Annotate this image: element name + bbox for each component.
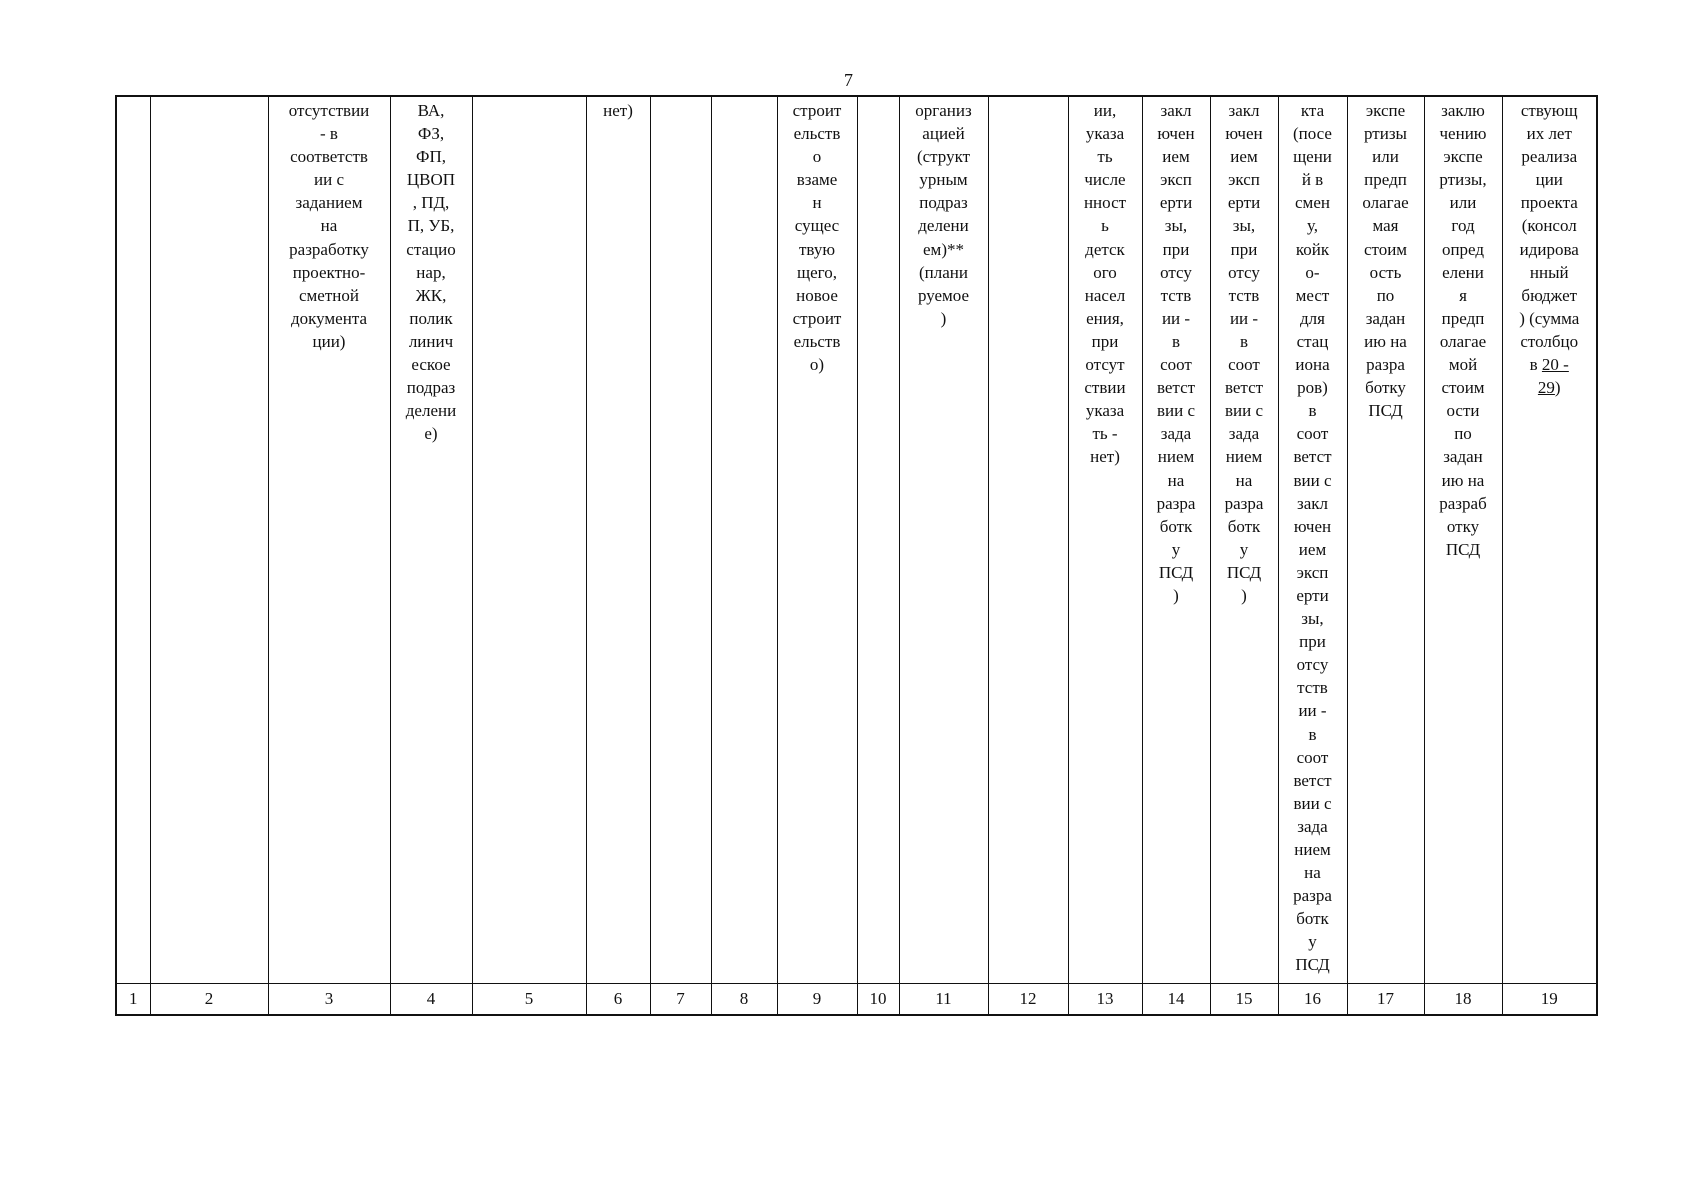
header-cell-line: ием (1230, 147, 1258, 167)
column-number-cell: 9 (777, 984, 857, 1016)
header-cell-line: задан (1443, 447, 1483, 467)
header-cell-line: ацией (922, 124, 965, 144)
header-cell-line: на (320, 216, 338, 236)
table-header-row (116, 96, 1597, 984)
header-cell (150, 96, 268, 984)
header-cell-line: нный (1529, 262, 1569, 282)
header-cell-line: экспе (1443, 147, 1483, 167)
header-cell-line: ртизы, (1439, 170, 1487, 190)
header-cell-line: у (1239, 539, 1249, 559)
header-cell-line: ров) (1297, 378, 1328, 398)
header-cell-line: ючен (1157, 124, 1195, 144)
header-cell (1347, 96, 1424, 984)
header-cell-line: ствующ (1520, 101, 1578, 120)
header-cell-line: ения, (1086, 308, 1124, 328)
header-cell-line: новое (796, 285, 838, 305)
header-cell-line: зы, (1232, 216, 1256, 236)
header-cell-line: щени (1293, 147, 1332, 167)
header-cell-line: зада (1228, 424, 1260, 444)
header-cell-line: койк (1295, 239, 1330, 259)
header-cell (777, 96, 857, 984)
header-cell-line: полик (409, 308, 453, 328)
header-cell-line: нар, (416, 262, 446, 282)
header-cell-line: ветст (1293, 447, 1332, 467)
column-number-cell: 1 (116, 984, 150, 1016)
header-cell-line: (консол (1521, 216, 1577, 236)
column-number-cell: 18 (1424, 984, 1502, 1016)
header-cell-line: вии с (1293, 470, 1332, 490)
header-cell-line: ветст (1156, 378, 1196, 398)
header-cell-line: ии - (1298, 701, 1327, 721)
header-cell-line: отсутствии (288, 101, 370, 120)
document-table (115, 95, 1598, 1016)
header-cell-line: бюджет (1521, 285, 1578, 305)
header-cell-line: разра (1293, 886, 1332, 906)
header-cell-line: предп (1441, 308, 1485, 328)
header-cell-line: ючен (1225, 124, 1263, 144)
header-cell (857, 96, 899, 984)
header-cell-line: о- (1305, 262, 1320, 282)
header-cell-line: ии - (1161, 308, 1191, 328)
column-number-cell: 11 (899, 984, 988, 1016)
column-number-cell: 5 (472, 984, 586, 1016)
header-cell-line: руемое (917, 285, 970, 305)
header-cell-line: ботк (1296, 909, 1329, 929)
header-cell-line: ботк (1227, 516, 1261, 536)
header-cell-line: й в (1301, 170, 1324, 190)
header-cell-line: ФЗ, (417, 124, 445, 144)
header-cell-line: сущес (794, 216, 840, 236)
header-cell (1142, 96, 1210, 984)
column-number-cell: 17 (1347, 984, 1424, 1016)
header-cell-line: идирова (1519, 239, 1579, 259)
header-cell-line: 29) (1537, 378, 1561, 398)
header-cell-line: - в (320, 124, 338, 144)
header-cell-line: стоим (1441, 378, 1485, 398)
header-cell-line: отсут (1085, 355, 1125, 375)
header-cell-line: нет) (603, 101, 633, 120)
header-cell-line: подраз (406, 378, 456, 398)
header-cell-line: отсу (1296, 655, 1329, 675)
header-cell-line: нием (1294, 840, 1331, 859)
header-cell-line: ерти (1296, 585, 1329, 605)
header-cell-line: реализа (1521, 147, 1578, 167)
header-cell-line: строит (792, 101, 842, 120)
header-cell-line: ) (1173, 585, 1179, 605)
header-cell-line: нет) (1090, 447, 1120, 467)
header-cell-line: смен (1295, 193, 1330, 213)
header-cell-line: ого (1093, 262, 1117, 282)
header-cell-line: отку (1446, 516, 1480, 536)
header-cell-line: тств (1160, 285, 1192, 305)
header-cell-line: н (812, 193, 822, 213)
header-cell-line: елени (1442, 262, 1484, 282)
header-cell-line: ием (1162, 147, 1190, 167)
header-cell-line: тств (1297, 678, 1328, 698)
header-cell-line: проекта (1520, 193, 1578, 213)
header-cell-line: или (1372, 147, 1399, 167)
header-cell-line: ветст (1293, 770, 1332, 790)
header-cell-line: детск (1085, 239, 1125, 259)
header-cell-line: ПСД (1226, 562, 1262, 582)
header-cell-line: олагае (1362, 193, 1409, 213)
header-cell-line: разраб (1439, 493, 1487, 513)
header-cell-line: (посе (1293, 124, 1332, 144)
header-cell-line: ельств (793, 124, 841, 144)
header-cell-line: ствии (1084, 378, 1126, 398)
header-cell (586, 96, 650, 984)
column-number-cell: 6 (586, 984, 650, 1016)
header-cell-line: нием (1225, 447, 1263, 467)
header-cell-line: стацио (406, 239, 456, 259)
header-cell-line: соот (1228, 355, 1260, 375)
header-cell-line: ветст (1224, 378, 1264, 398)
header-cell-line: зада (1297, 816, 1328, 836)
header-cell-line: ции (1535, 170, 1563, 190)
header-cell-line: при (1091, 331, 1119, 351)
header-cell-line: нност (1083, 193, 1127, 213)
header-cell-line: при (1162, 239, 1190, 259)
header-cell-line: еское (411, 355, 451, 375)
header-cell-line: отсу (1228, 262, 1260, 282)
header-cell-line: иона (1295, 355, 1330, 375)
column-number-cell: 14 (1142, 984, 1210, 1016)
header-cell-line: ию на (1441, 470, 1485, 490)
header-cell-line: закл (1228, 101, 1260, 120)
header-cell-line: заданием (295, 193, 363, 213)
header-cell-line: зада (1160, 424, 1192, 444)
header-cell-line: для (1300, 308, 1325, 328)
header-cell-line: указа (1085, 124, 1125, 144)
header-cell-line: кта (1300, 101, 1325, 120)
header-cell-line: на (1235, 470, 1253, 490)
header-cell-line: ость (1369, 262, 1402, 282)
header-cell-line: экспе (1365, 101, 1406, 120)
header-cell-line: ртизы (1364, 124, 1407, 144)
header-cell-line: ием (1298, 539, 1327, 559)
header-cell-line: в (1171, 331, 1181, 351)
column-number-cell: 13 (1068, 984, 1142, 1016)
header-cell-line: на (1167, 470, 1185, 490)
header-cell-line: линич (408, 331, 454, 351)
header-cell-line: эксп (1296, 562, 1329, 582)
header-cell (899, 96, 988, 984)
header-cell-line: о) (809, 355, 825, 375)
header-cell-line: разра (1366, 355, 1405, 375)
header-cell (1278, 96, 1347, 984)
header-cell-line: ПСД (1368, 401, 1403, 421)
header-cell-line: у (1171, 539, 1181, 559)
header-cell-line: олагае (1439, 331, 1487, 351)
header-cell-line: ПСД (1158, 562, 1194, 582)
header-cell-line: зы, (1164, 216, 1188, 236)
header-cell-line: мой (1448, 355, 1478, 375)
header-cell-line: соот (1296, 424, 1329, 444)
header-cell-line: ции) (312, 331, 346, 351)
header-cell (1502, 96, 1597, 984)
header-cell-line: подраз (919, 193, 968, 213)
column-number-cell: 2 (150, 984, 268, 1016)
header-cell-line: ть (1097, 147, 1113, 167)
column-number-cell: 4 (390, 984, 472, 1016)
header-cell-line: ) (940, 308, 947, 328)
header-cell-line: закл (1296, 493, 1328, 513)
header-cell-line: отсу (1160, 262, 1192, 282)
column-number-cell: 8 (711, 984, 777, 1016)
header-cell-line: организ (915, 101, 972, 120)
header-cell-line: у, (1306, 216, 1319, 236)
header-cell-line: в (1308, 724, 1317, 744)
header-cell-line: ФП, (416, 147, 446, 167)
header-cell-line: в (1308, 401, 1317, 421)
header-cell-line: щего, (797, 262, 837, 282)
header-cell-line: ии - (1229, 308, 1259, 328)
header-cell-line: ию на (1364, 331, 1407, 351)
header-cell-line: вии с (1293, 793, 1332, 813)
header-cell-line: мая (1372, 216, 1399, 236)
header-cell-line: стац (1296, 331, 1329, 351)
header-cell-line: ть - (1092, 424, 1118, 444)
header-cell (472, 96, 586, 984)
header-cell-line: взаме (796, 170, 838, 190)
column-number-cell: 19 (1502, 984, 1597, 1016)
header-cell-line: ь (1101, 216, 1109, 236)
header-cell (1424, 96, 1502, 984)
header-cell (1210, 96, 1278, 984)
column-number-cell: 16 (1278, 984, 1347, 1016)
header-cell-line: стоим (1363, 239, 1408, 259)
header-cell-line: е) (424, 424, 438, 444)
header-cell-line: опред (1441, 239, 1485, 259)
header-cell-line: ботк (1159, 516, 1193, 536)
header-cell (116, 96, 150, 984)
column-number-cell: 12 (988, 984, 1068, 1016)
page-number: 7 (844, 70, 853, 90)
header-cell-line: соот (1296, 747, 1329, 767)
header-cell-line: я (1459, 285, 1467, 305)
header-cell (1068, 96, 1142, 984)
header-cell-line: на (1304, 863, 1321, 883)
header-cell-line: ПСД (1445, 539, 1481, 559)
header-cell-line: разра (1224, 493, 1264, 513)
header-cell-line: соот (1160, 355, 1192, 375)
header-cell-line: делени (918, 216, 969, 236)
header-cell-line: разра (1156, 493, 1196, 513)
header-cell-line: о (812, 147, 822, 167)
header-cell-line: ючен (1293, 516, 1332, 536)
header-cell-line: ем)** (923, 239, 964, 259)
header-cell-line: мест (1295, 285, 1330, 305)
header-cell-line: ЦВОП (406, 170, 456, 190)
header-cell-line: чению (1439, 124, 1487, 144)
header-cell-line: числе (1084, 170, 1126, 190)
header-cell-line: эксп (1160, 170, 1192, 190)
header-cell-line: сметной (299, 285, 359, 305)
header-cell-line: в (1239, 331, 1249, 351)
header-cell-line: ПСД (1295, 955, 1330, 975)
header-cell-line: нием (1157, 447, 1195, 467)
header-cell-line: ерти (1159, 193, 1193, 213)
header-cell-line: вии с (1156, 401, 1196, 421)
header-cell-line: ВА, (417, 101, 445, 120)
header-cell-line: ии, (1093, 101, 1117, 120)
column-number-cell: 3 (268, 984, 390, 1016)
header-cell-line: насел (1084, 285, 1126, 305)
header-cell-line: П, УБ, (407, 216, 455, 236)
header-cell-line: разработку (289, 239, 369, 259)
header-cell-line: урным (919, 170, 968, 190)
header-cell-line: твую (798, 239, 836, 259)
header-cell-line: ерти (1227, 193, 1261, 213)
column-number-row (116, 984, 1597, 1016)
header-cell-line: по (1376, 285, 1395, 305)
header-cell-line: ботку (1365, 378, 1406, 398)
header-cell-line: при (1299, 632, 1326, 652)
header-cell-line: закл (1160, 101, 1192, 120)
header-cell-line: эксп (1228, 170, 1260, 190)
header-cell (711, 96, 777, 984)
header-cell-line: строит (792, 308, 842, 328)
header-cell-line: ) (1241, 585, 1247, 605)
header-cell-line: ости (1446, 401, 1480, 421)
header-cell-line: делени (405, 401, 457, 421)
header-cell-line: у (1308, 932, 1317, 952)
header-cell-line: по (1454, 424, 1472, 444)
header-cell (988, 96, 1068, 984)
header-cell-line: ЖК, (415, 285, 447, 305)
header-cell-line: предп (1364, 170, 1407, 190)
header-cell-line: вии с (1224, 401, 1264, 421)
header-cell-line: соответств (290, 147, 368, 167)
header-cell (650, 96, 711, 984)
header-cell-line: в 20 - (1529, 355, 1569, 375)
header-cell (268, 96, 390, 984)
header-cell (390, 96, 472, 984)
header-cell-line: указа (1085, 401, 1125, 421)
header-cell-line: ) (сумма (1519, 308, 1580, 328)
header-cell-line: (плани (919, 262, 968, 282)
header-cell-line: проектно- (292, 262, 366, 282)
column-number-cell: 15 (1210, 984, 1278, 1016)
header-cell-line: документа (290, 308, 368, 328)
header-cell-line: их лет (1526, 124, 1572, 144)
header-cell-line: тств (1228, 285, 1260, 305)
header-cell-line: столбцо (1520, 331, 1579, 351)
header-cell-line: , ПД, (412, 193, 450, 213)
header-cell-line: год (1451, 216, 1475, 236)
header-cell-line: или (1449, 193, 1477, 213)
header-cell-line: заклю (1441, 101, 1485, 120)
column-number-cell: 10 (857, 984, 899, 1016)
header-cell-line: зы, (1301, 609, 1324, 629)
header-cell-line: ии с (314, 170, 344, 190)
header-cell-line: ельств (793, 331, 841, 351)
header-cell-line: при (1230, 239, 1258, 259)
header-cell-line: задан (1365, 308, 1406, 328)
column-number-cell: 7 (650, 984, 711, 1016)
header-cell-line: (структ (916, 147, 971, 167)
